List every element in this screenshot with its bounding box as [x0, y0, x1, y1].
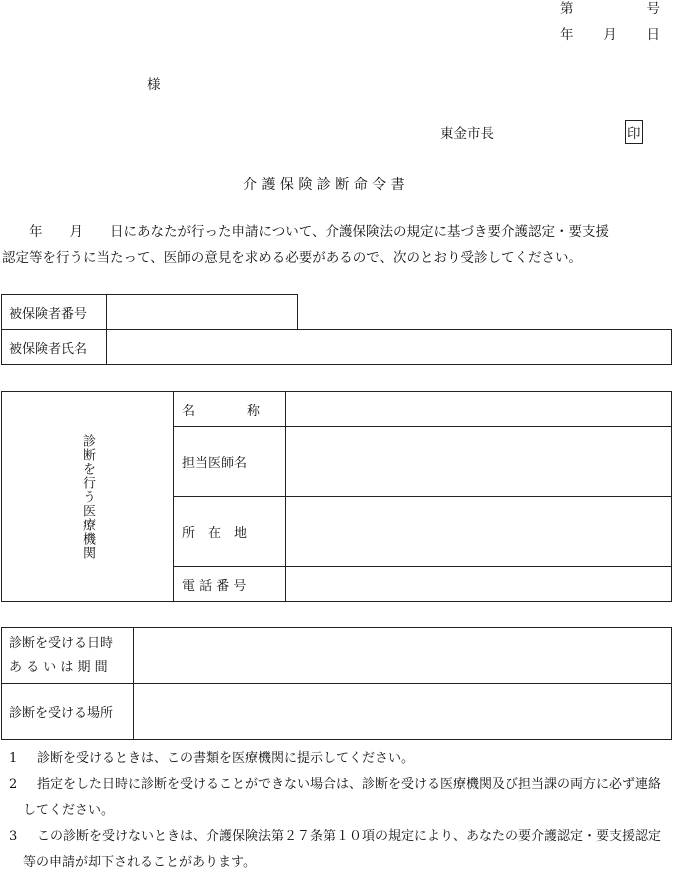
insured-number-field[interactable] — [107, 295, 298, 330]
institution-table — [1, 391, 672, 602]
phone-field[interactable] — [286, 567, 672, 602]
note-item: 2 指定をした日時に診断を受けることができない場合は、診断を受ける医療機関及び担当課の両方に必ず連絡してください。 — [9, 777, 662, 818]
address-field[interactable] — [286, 497, 672, 567]
body-line-1: 年 月 日にあなたが行った申請について、介護保険法の規定に基づき要介護認定・要支援 — [2, 224, 609, 240]
insured-number-spacer — [298, 295, 672, 330]
document-title: 介 護 保 険 診 断 命 令 書 — [243, 177, 405, 193]
insured-number-label: 被保険者番号 — [2, 295, 107, 330]
notes-list — [9, 746, 671, 876]
exam-datetime-label: 診断を受ける日時 あ る い は 期 間 — [2, 628, 134, 684]
insured-name-field[interactable] — [107, 330, 672, 365]
number-label-left: 第 — [560, 1, 574, 17]
note-item: 1 診断を受けるときは、この書類を医療機関に提示してください。 — [9, 751, 415, 766]
phone-label: 電 話 番 号 — [174, 567, 286, 602]
address-label: 所 在 地 — [174, 497, 286, 567]
body-text — [2, 219, 609, 271]
document-number — [560, 0, 660, 17]
doctor-name-label: 担当医師名 — [174, 427, 286, 497]
body-line-2: 認定等を行うに当たって、医師の意見を求める必要があるので、次のとおり受診してください。 — [2, 250, 582, 266]
insured-table — [1, 294, 672, 365]
doctor-name-field[interactable] — [286, 427, 672, 497]
exam-datetime-field[interactable] — [134, 628, 672, 684]
note-item: 3 この診断を受けないときは、介護保険法第２７条第１０項の規定により、あなたの要介護認定・要支援認定等の申請が却下されることがあります。 — [9, 829, 662, 870]
date-day: 日 — [646, 27, 660, 43]
date-month: 月 — [603, 27, 617, 43]
date-year: 年 — [560, 27, 574, 43]
exam-place-label: 診断を受ける場所 — [2, 684, 134, 740]
institution-name-field[interactable] — [286, 392, 672, 427]
institution-group-label: 診断を行う医療機関 — [2, 392, 174, 602]
number-label-right: 号 — [646, 1, 660, 17]
exam-table — [1, 627, 672, 740]
addressee-honorific: 様 — [147, 77, 161, 93]
seal-mark: 印 — [625, 120, 643, 144]
insured-name-label: 被保険者氏名 — [2, 330, 107, 365]
institution-name-label: 名 称 — [174, 392, 286, 427]
exam-place-field[interactable] — [134, 684, 672, 740]
issuer-name: 東金市長 — [440, 126, 494, 142]
issue-date — [560, 23, 660, 43]
